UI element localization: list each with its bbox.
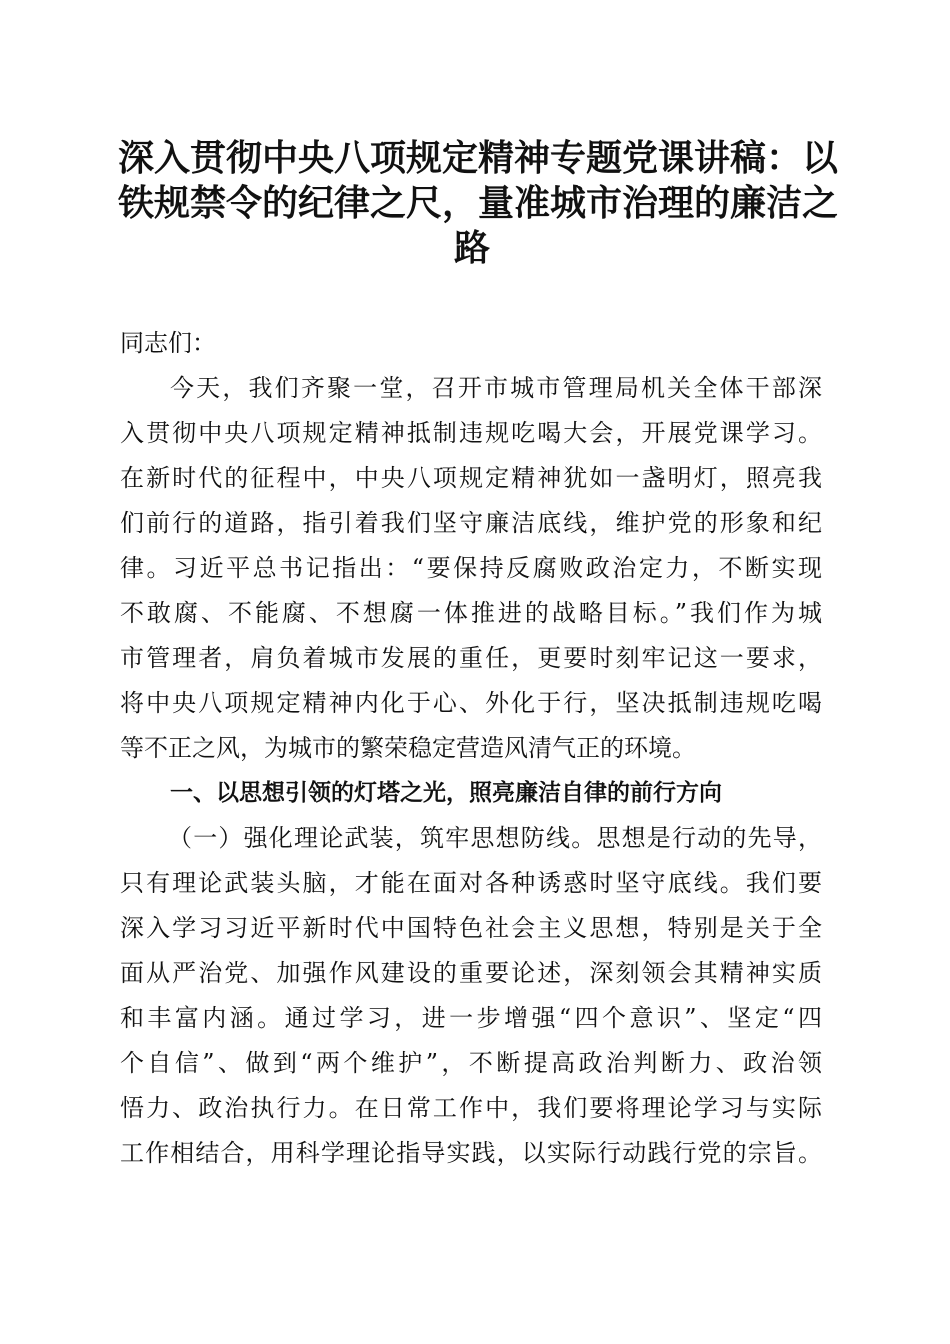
- text-line: 面从严治党、加强作风建设的重要论述，深刻领会其精神实质: [120, 959, 822, 987]
- intro-paragraph: [120, 366, 822, 771]
- text-line: 今天，我们齐聚一堂，召开市城市管理局机关全体干部深: [170, 374, 822, 402]
- text-line: 悟力、政治执行力。在日常工作中，我们要将理论学习与实际: [120, 1094, 822, 1122]
- text-line: 将中央八项规定精神内化于心、外化于行，坚决抵制违规吃喝: [120, 689, 822, 717]
- text-line: 工作相结合，用科学理论指导实践，以实际行动践行党的宗旨。: [120, 1139, 822, 1167]
- title-line: 深入贯彻中央八项规定精神专题党课讲稿：以: [118, 137, 839, 179]
- text-line: 等不正之风，为城市的繁荣稳定营造风清气正的环境。: [120, 734, 696, 762]
- text-line: 深入学习习近平新时代中国特色社会主义思想，特别是关于全: [120, 914, 822, 942]
- text-line: 入贯彻中央八项规定精神抵制违规吃喝大会，开展党课学习。: [120, 419, 822, 447]
- section-heading: 一、以思想引领的灯塔之光，照亮廉洁自律的前行方向: [170, 780, 722, 806]
- section1-paragraph: [120, 816, 822, 1176]
- text-line: 和丰富内涵。通过学习，进一步增强“四个意识”、坚定“四: [120, 1004, 822, 1032]
- text-line: 不敢腐、不能腐、不想腐一体推进的战略目标。”我们作为城: [120, 599, 822, 627]
- text-line: 律。习近平总书记指出：“要保持反腐败政治定力，不断实现: [120, 554, 822, 582]
- title-line: 路: [453, 227, 490, 269]
- text-line: 们前行的道路，指引着我们坚守廉洁底线，维护党的形象和纪: [120, 509, 822, 537]
- text-line: （一）强化理论武装，筑牢思想防线。思想是行动的先导，: [168, 824, 822, 852]
- text-line: 在新时代的征程中，中央八项规定精神犹如一盏明灯，照亮我: [120, 464, 822, 492]
- document-body: [120, 321, 822, 1176]
- salutation: 同志们：: [120, 329, 216, 357]
- text-line: 个自信”、做到“两个维护”，不断提高政治判断力、政治领: [120, 1049, 822, 1077]
- title-line: 铁规禁令的纪律之尺，量准城市治理的廉洁之: [118, 182, 839, 224]
- document-title: [118, 136, 839, 271]
- text-line: 市管理者，肩负着城市发展的重任，更要时刻牢记这一要求，: [120, 644, 822, 672]
- text-line: 只有理论武装头脑，才能在面对各种诱惑时坚守底线。我们要: [120, 869, 822, 897]
